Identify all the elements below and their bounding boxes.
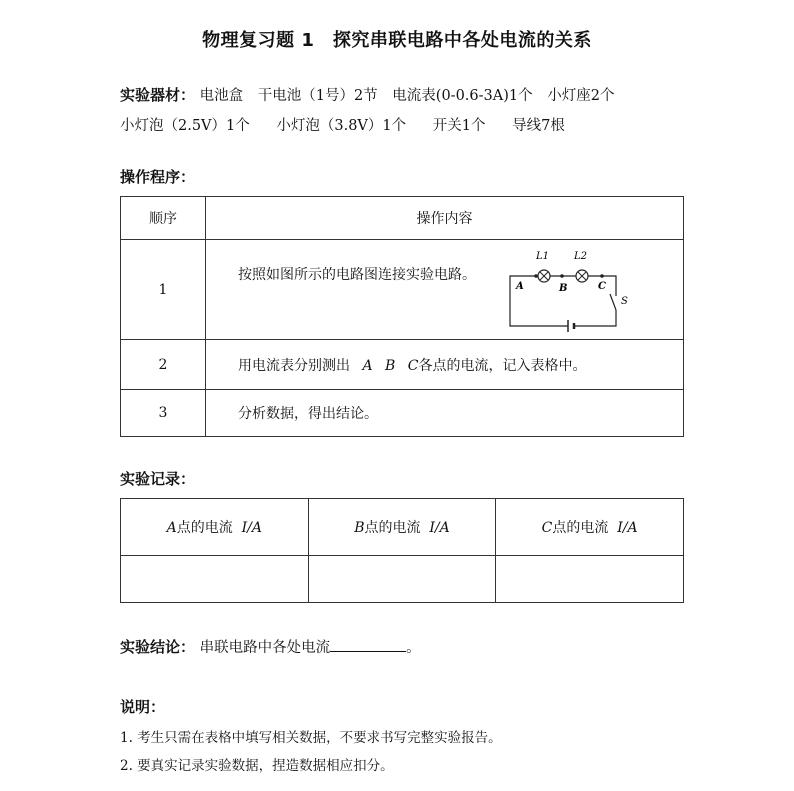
record-header-a: A点的电流 I/A: [121, 499, 309, 556]
record-cell-b[interactable]: [308, 556, 496, 603]
lamp-label: L2: [574, 251, 588, 262]
table-row: [121, 556, 684, 603]
row-number: 2: [121, 340, 206, 390]
circuit-diagram: [506, 244, 636, 334]
record-header-c: C点的电流 I/A: [496, 499, 684, 556]
step-text: 按照如图所示的电路图连接实验电路。: [238, 267, 476, 283]
materials-label: 实验器材：: [120, 86, 196, 104]
procedure-label: 操作程序：: [120, 168, 196, 186]
lamp-label: L1: [536, 251, 550, 262]
step-text: 分析数据，得出结论。: [206, 390, 684, 437]
switch-icon: [610, 294, 616, 310]
conclusion-text: 串联电路中各处电流: [199, 640, 331, 656]
record-cell-a[interactable]: [121, 556, 309, 603]
table-row: [121, 240, 684, 340]
note-item: 1. 考生只需在表格中填写相关数据，不要求书写完整实验报告。: [120, 730, 502, 746]
table-row: [121, 340, 684, 390]
table-row: [121, 390, 684, 437]
record-header-b: B点的电流 I/A: [308, 499, 496, 556]
wire: [574, 310, 616, 326]
point-label: C: [598, 281, 606, 292]
conclusion-blank[interactable]: [330, 637, 406, 652]
material-item: 电池盒: [199, 88, 244, 104]
notes-label: 说明：: [120, 698, 166, 716]
conclusion-line: 实验结论： 串联电路中各处电流 。: [120, 638, 421, 656]
record-cell-c[interactable]: [496, 556, 684, 603]
conclusion-label: 实验结论：: [120, 638, 196, 656]
material-item: 开关1个: [432, 118, 486, 134]
point-label: B: [559, 283, 568, 294]
materials-line-2: [120, 114, 565, 135]
material-item: 电流表(0-0.6-3A)1个: [392, 88, 533, 104]
note-item: 2. 要真实记录实验数据，捏造数据相应扣分。: [120, 758, 394, 774]
header-content: 操作内容: [206, 197, 684, 240]
record-table: [120, 498, 684, 603]
material-item: 小灯泡（2.5V）1个: [120, 118, 250, 134]
header-order: 顺序: [121, 197, 206, 240]
step-text: 用电流表分别测出 A B C各点的电流，记入表格中。: [206, 340, 684, 390]
material-item: 干电池（1号）2节: [257, 88, 378, 104]
row-number: 3: [121, 390, 206, 437]
material-item: 小灯泡（3.8V）1个: [276, 118, 407, 134]
row-number: 1: [121, 240, 206, 340]
procedure-table: [120, 196, 684, 437]
material-item: 小灯座2个: [547, 88, 615, 104]
materials-line-1: [120, 84, 614, 105]
point-label: A: [516, 281, 524, 292]
record-label: 实验记录：: [120, 470, 196, 488]
material-item: 导线7根: [512, 118, 565, 134]
switch-label: S: [621, 296, 628, 307]
page-title: 物理复习题 1 探究串联电路中各处电流的关系: [202, 30, 592, 51]
